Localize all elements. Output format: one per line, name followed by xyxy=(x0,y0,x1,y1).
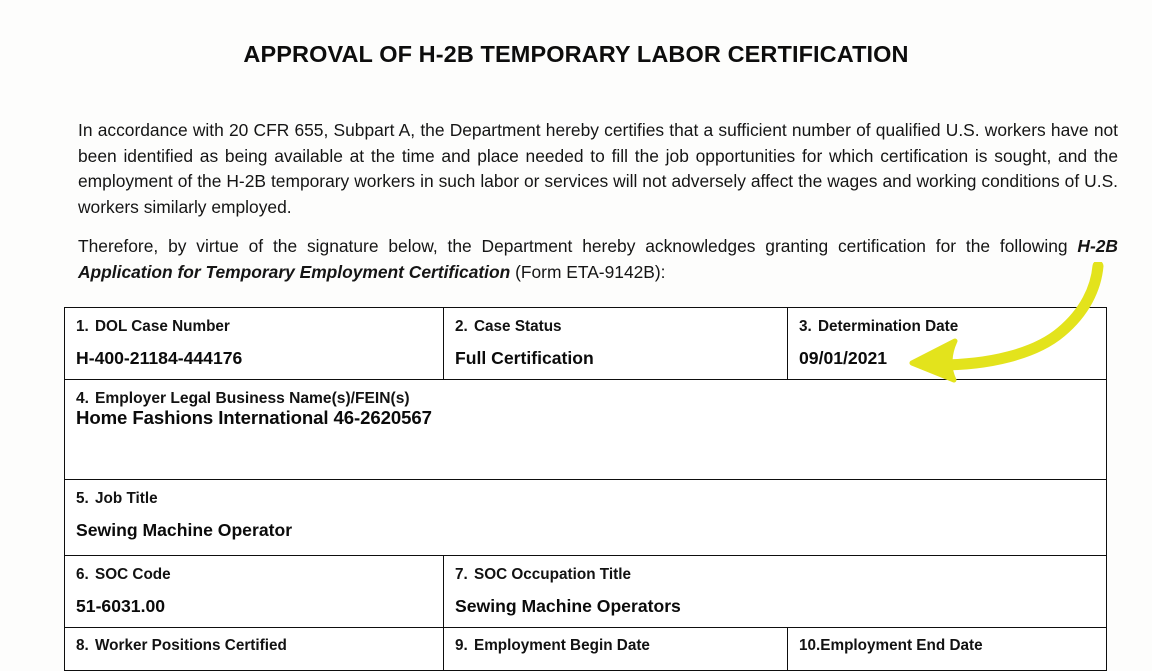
field-value-employer-name-fein: Home Fashions International 46-2620567 xyxy=(76,407,432,428)
field-label-text: Employer Legal Business Name(s)/FEIN(s) xyxy=(95,390,410,407)
field-label-text: Case Status xyxy=(474,318,562,335)
field-cell-job-title xyxy=(65,480,1107,556)
form-name-italic: H-2B Application for Temporary Employment Certification xyxy=(78,236,1118,282)
field-cell-employment-begin-date xyxy=(444,628,788,671)
field-cell-soc-code xyxy=(65,556,444,628)
field-label-text: Determination Date xyxy=(818,318,959,335)
field-cell-soc-occupation-title xyxy=(444,556,1107,628)
field-cell-employer-name-fein xyxy=(65,380,1107,480)
field-number: 3. xyxy=(799,318,812,335)
field-number: 7. xyxy=(455,566,468,583)
field-value-dol-case-number: H-400-21184-444176 xyxy=(76,348,243,368)
field-cell-dol-case-number xyxy=(65,308,444,380)
field-label xyxy=(799,317,1106,336)
field-label xyxy=(455,317,787,336)
paragraph-text xyxy=(78,234,1118,285)
paragraph-lead-text: Therefore, by virtue of the signature below, the Department hereby acknowledges granting certification for the following xyxy=(78,236,1078,256)
certification-paragraph-2 xyxy=(78,234,1118,285)
field-cell-worker-positions-certified xyxy=(65,628,444,671)
field-value-determination-date: 09/01/2021 xyxy=(799,348,888,368)
field-number: 6. xyxy=(76,566,89,583)
certification-details-table xyxy=(64,307,1107,671)
paragraph-tail-text: (Form ETA-9142B): xyxy=(510,261,666,282)
field-label-text: SOC Code xyxy=(95,566,171,583)
field-label xyxy=(76,565,443,584)
field-cell-employment-end-date xyxy=(788,628,1107,671)
table-row xyxy=(65,556,1107,628)
paragraph-text: In accordance with 20 CFR 655, Subpart A, the Department hereby certifies that a sufficient number of qualified U.S. workers have not been identified as being available at the time and place needed to fill the job opportunities for which certification is sought, and the employment of the H-2B temporary workers in such labor or services will not adversely affect the wages and working conditions of U.S. workers similarly employed. xyxy=(78,120,1118,217)
field-value-case-status: Full Certification xyxy=(455,348,594,368)
field-label xyxy=(76,489,1106,508)
field-label xyxy=(76,636,443,655)
field-number: 10. xyxy=(799,637,821,654)
field-value-soc-occupation-title: Sewing Machine Operators xyxy=(455,596,681,616)
table-row xyxy=(65,628,1107,671)
field-label xyxy=(76,317,443,336)
field-label-text: DOL Case Number xyxy=(95,318,230,335)
field-value-soc-code: 51-6031.00 xyxy=(76,596,166,616)
field-label-text: Job Title xyxy=(95,490,158,507)
table-row xyxy=(65,480,1107,556)
field-label xyxy=(799,636,1106,655)
field-cell-determination-date xyxy=(788,308,1107,380)
table-row xyxy=(65,380,1107,480)
field-cell-case-status xyxy=(444,308,788,380)
field-number: 8. xyxy=(76,637,89,654)
field-label xyxy=(76,389,1106,408)
table-row xyxy=(65,308,1107,380)
field-label-text: Worker Positions Certified xyxy=(95,637,287,654)
field-number: 9. xyxy=(455,637,468,654)
certification-paragraph-1 xyxy=(78,118,1118,220)
field-label-text: SOC Occupation Title xyxy=(474,566,631,583)
field-number: 4. xyxy=(76,390,90,407)
field-label xyxy=(455,636,787,655)
field-label-text: Employment Begin Date xyxy=(474,637,650,654)
field-number: 2. xyxy=(455,318,468,335)
field-value-job-title: Sewing Machine Operator xyxy=(76,520,293,540)
field-label-text: Employment End Date xyxy=(820,637,983,654)
field-label xyxy=(455,565,1106,584)
field-number: 5. xyxy=(76,490,89,507)
page-title: APPROVAL OF H-2B TEMPORARY LABOR CERTIFICATION xyxy=(243,41,909,67)
field-number: 1. xyxy=(76,318,89,335)
